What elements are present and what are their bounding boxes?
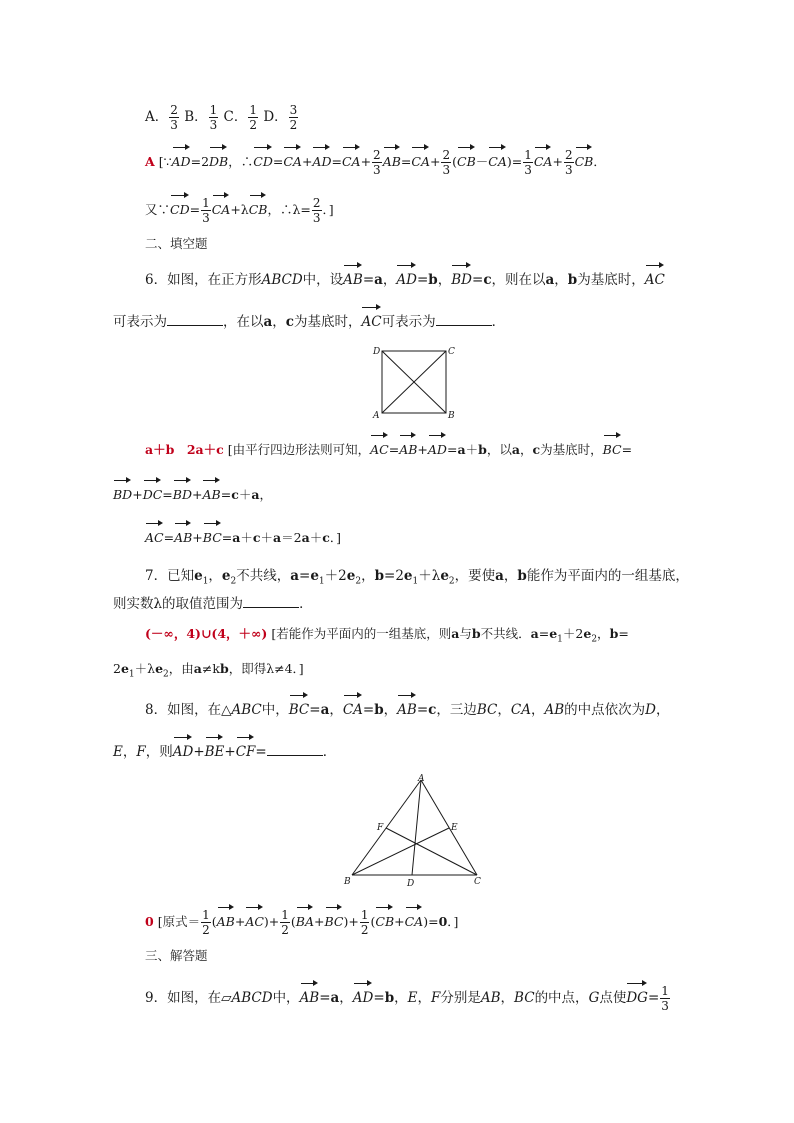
q8-line2: E，F，则AD+BE+CF= ． [113,744,337,760]
q5-answer: A [145,154,155,169]
section-heading-solve: 三、解答题 [145,948,208,963]
vertex-label-d: D [373,347,381,357]
q6-line2: 可表示为 ，在以a，c为基底时，AC可表示为 ． [113,314,506,330]
fraction: $\frac{1}{2}$ [249,103,258,132]
answer-blank[interactable] [267,743,323,756]
vertex-label-a: A [373,411,380,421]
answer-blank[interactable] [243,595,299,608]
q6-solution-line2: BD+DC=BD+AB=c＋a， [113,485,272,505]
option-c-label: C． [223,109,248,125]
vertex-label-a: A [418,774,425,784]
section-heading-fill-blank: 二、填空题 [145,236,208,251]
q6-solution-line3: AC=AB+BC=a＋c＋a＝2a＋c．] [145,528,341,548]
vertex-label-c: C [448,347,455,357]
fraction: $\frac{3}{2}$ [289,103,298,132]
q8-answer: 0 [145,914,154,929]
option-a-label: A． [145,109,169,125]
q6-line1: 6．如图，在正方形ABCD中，设AB=a，AD=b，BD=c，则在以a，b为基底时，AC [145,272,665,288]
option-b-label: B． [184,109,208,125]
q6-solution-line1: a＋b 2a＋c [由平行四边形法则可知，AC=AB+AD=a＋b，以a，c为基底时，BC= [145,440,632,460]
q5-options [145,103,299,132]
q5-solution-line2: 又∵CD= $\frac{1}{3}$ CA+λCB，∴λ= $\frac{2}{3}$ ．] [145,196,334,225]
vertex-label-f: F [377,823,384,833]
q8-solution: 0 [原式＝ $\frac{1}{2}$ (AB+AC)+ $\frac{1}{2}$ (BA+BC)+ $\frac{1}{2}$ (CB+CA)=0．] [145,908,459,937]
q7-solution-line1: (－∞，4)∪(4，＋∞) [若能作为平面内的一组基底，则a与b不共线．$a=e_1+2e_2$，b= [145,626,629,645]
vertex-label-c: C [474,877,481,887]
vertex-label-b: B [344,877,351,887]
q7-solution-line2: $2e_1+\lambda e_2$，由a≠kb，即得λ≠4．] [113,661,304,680]
option-d-label: D． [263,109,288,125]
answer-blank[interactable] [167,313,223,326]
q5-solution-line1: A [∵AD=2DB，∴CD=CA+AD=CA+ $\frac{2}{3}$ AB=CA+ $\frac{2}{3}$ (CB－CA)= $\frac{1}{3}$ CA+ $\frac{2}{3}$ CB． [145,148,606,177]
q7-answer: (－∞，4)∪(4，＋∞) [145,626,268,641]
fraction: $\frac{1}{3}$ [209,103,218,132]
q6-answer: a＋b 2a＋c [145,442,224,457]
vertex-label-e: E [451,823,458,833]
vertex-label-b: B [448,411,455,421]
fraction: $\frac{2}{3}$ [170,103,178,132]
triangle-figure [340,772,488,888]
square-figure [368,342,460,422]
answer-blank[interactable] [436,313,492,326]
q8-line1: 8．如图，在△ABC中，BC=a，CA=b，AB=c，三边BC，CA，AB的中点依次为D， [145,702,670,718]
q9-line1: 9．如图，在▱ABCD中，AB=a，AD=b，E，F分别是AB，BC的中点，G点使DG= $\frac{1}{3}$ [145,984,669,1013]
q7-line2: 则实数λ的取值范围为 ． [113,596,313,612]
q7-line1: 7．已知$e_1$，$e_2$不共线，$a=e_1+2e_2$，$b=2e_1+\lambda e_2$，要使a，b能作为平面内的一组基底， [145,568,689,587]
vertex-label-d: D [407,879,415,888]
